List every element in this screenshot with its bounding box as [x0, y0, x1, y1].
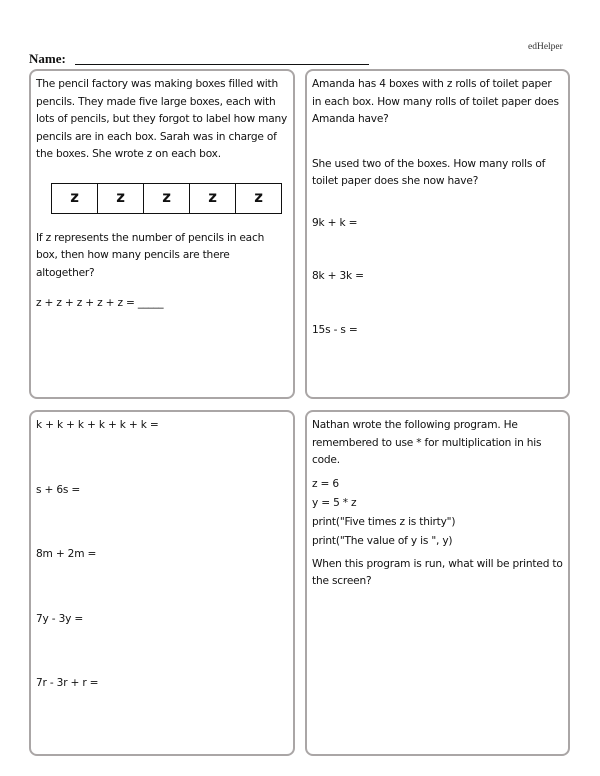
equation: z + z + z + z + z = _____ [36, 297, 164, 309]
name-label: Name: [29, 51, 66, 66]
intro-text: Nathan wrote the following program. He remembered to use * for multiplication in his code. [312, 419, 542, 466]
story-text: The pencil factory was making boxes filled with pencils. They made five large boxes, each with lots of pencils, but they forgot to label how many pencils are in each box. Sarah was in charge of the boxes. She wrote z on each box. [36, 78, 288, 160]
problem-box-simplify [29, 410, 295, 756]
pencil-box: z [98, 184, 144, 213]
pencil-box: z [236, 184, 282, 213]
question-text: Amanda has 4 boxes with z rolls of toilet paper in each box. How many rolls of toilet paper does Amanda have? [312, 78, 559, 125]
code-line: print("Five times z is thirty") [312, 515, 456, 528]
problem-box-pencils [29, 69, 295, 399]
question-text: When this program is run, what will be printed to the screen? [312, 557, 563, 587]
pencil-box: z [190, 184, 236, 213]
pencil-boxes [51, 183, 282, 214]
problem-box-program [305, 410, 570, 756]
problem: k + k + k + k + k + k = [36, 419, 159, 431]
pencil-box: z [144, 184, 190, 213]
problem: 7y - 3y = [36, 612, 84, 625]
problem: 8m + 2m = [36, 548, 97, 560]
code-line: print("The value of y is ", y) [312, 534, 453, 547]
problem: 8k + 3k = [312, 270, 364, 282]
question-text: If z represents the number of pencils in each box, then how many pencils are there altogether? [36, 231, 265, 279]
problem-box-toilet-paper [305, 69, 570, 399]
code-block [312, 475, 563, 551]
brand-label: edHelper [528, 42, 563, 52]
question-text: She used two of the boxes. How many rolls of toilet paper does she now have? [312, 157, 546, 187]
pencil-box: z [52, 184, 98, 213]
code-line: y = 5 * z [312, 496, 357, 509]
problem: 7r - 3r + r = [36, 677, 99, 689]
name-line[interactable] [75, 64, 369, 65]
problem: 15s - s = [312, 323, 358, 336]
problem: 9k + k = [312, 216, 358, 229]
problem: s + 6s = [36, 483, 81, 496]
code-line: z = 6 [312, 477, 339, 490]
